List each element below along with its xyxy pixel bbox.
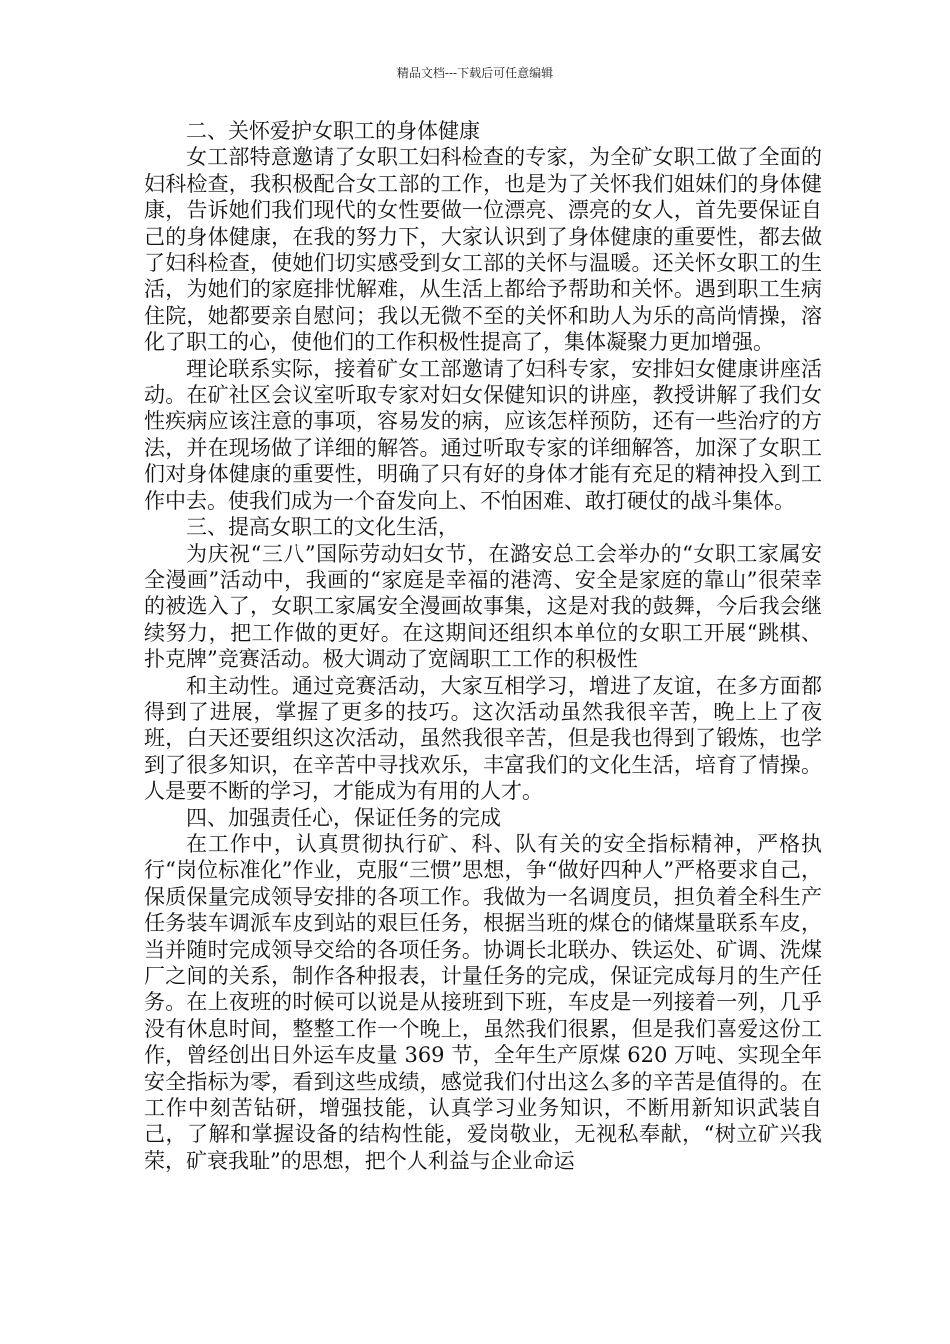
document-body bbox=[144, 118, 822, 1174]
page-header: 精品文档---下载后可任意编辑 bbox=[396, 66, 554, 80]
paragraph: 为庆祝“三八”国际劳动妇女节，在潞安总工会举办的“女职工家属安全漫画”活动中，我画的“家庭是幸福的港湾、安全是家庭的靠山”很荣幸的被选入了，女职工家属安全漫画故事集，这是对我的鼓舞，今后我会继续努力，把工作做的更好。在这期间还组织本单位的女职工开展“跳棋、扑克牌”竞赛活动。极大调动了宽阔职工工作的积极性 bbox=[144, 541, 822, 672]
paragraph: 理论联系实际，接着矿女工部邀请了妇科专家，安排妇女健康讲座活动。在矿社区会议室听取专家对妇女保健知识的讲座，教授讲解了我们女性疾病应该注意的事项，容易发的病，应该怎样预防，还有一些治疗的方法，并在现场做了详细的解答。通过听取专家的详细解答，加深了女职工们对身体健康的重要性，明确了只有好的身体才能有充足的精神投入到工作中去。使我们成为一个奋发向上、不怕困难、敢打硬仗的战斗集体。 bbox=[144, 356, 822, 513]
section-heading-2: 二、关怀爱护女职工的身体健康 bbox=[186, 119, 480, 143]
paragraph: 和主动性。通过竞赛活动，大家互相学习，增进了友谊，在多方面都得到了进展，掌握了更多的技巧。这次活动虽然我很辛苦，晚上上了夜班，白天还要组织这次活动，虽然我很辛苦，但是我也得到了锻炼，也学到了很多知识，在辛苦中寻找欢乐，丰富我们的文化生活，培育了情操。人是要不断的学习，才能成为有用的人才。 bbox=[144, 673, 822, 804]
paragraph: 女工部特意邀请了女职工妇科检查的专家，为全矿女职工做了全面的妇科检查，我积极配合女工部的工作，也是为了关怀我们姐妹们的身体健康，告诉她们我们现代的女性要做一位漂亮、漂亮的女人，首先要保证自己的身体健康，在我的努力下，大家认识到了身体健康的重要性，都去做了妇科检查，使她们切实感受到女工部的关怀与温暖。还关怀女职工的生活，为她们的家庭排忧解难，从生活上都给予帮助和关怀。遇到职工生病住院，她都要亲自慰问；我以无微不至的关怀和助人为乐的高尚情操，溶化了职工的心，使他们的工作积极性提高了，集体凝聚力更加增强。 bbox=[144, 145, 822, 355]
section-heading-4: 四、加强责任心，保证任务的完成 bbox=[186, 805, 501, 830]
paragraph: 在工作中，认真贯彻执行矿、科、队有关的安全指标精神，严格执行“岗位标准化”作业，克服“三惯”思想，争“做好四种人”严格要求自己，保质保量完成领导安排的各项工作。我做为一名调度员，担负着全科生产任务装车调派车皮到站的艰巨任务，根据当班的煤仓的储煤量联系车皮，当并随时完成领导交给的各项任务。协调长北联办、铁运处、矿调、洗煤厂之间的关系，制作各种报表，计量任务的完成，保证完成每月的生产任务。在上夜班的时候可以说是从接班到下班，车皮是一列接着一列，几乎没有休息时间，整整工作一个晚上，虽然我们很累，但是我们喜爱这份工作，曾经创出日外运车皮量 369 节，全年生产原煤 620 万吨、实现全年安全指标为零，看到这些成绩，感觉我们付出这么多的辛苦是值得的。在工作中刻苦钻研，增强技能，认真学习业务知识，不断用新知识武装自己，了解和掌握设备的结构性能，爱岗敬业，无视私奉献，“树立矿兴我荣，矿衰我耻”的思想，把个人利益与企业命运 bbox=[144, 831, 822, 1173]
section-heading-3: 三、提高女职工的文化生活， bbox=[186, 515, 459, 540]
